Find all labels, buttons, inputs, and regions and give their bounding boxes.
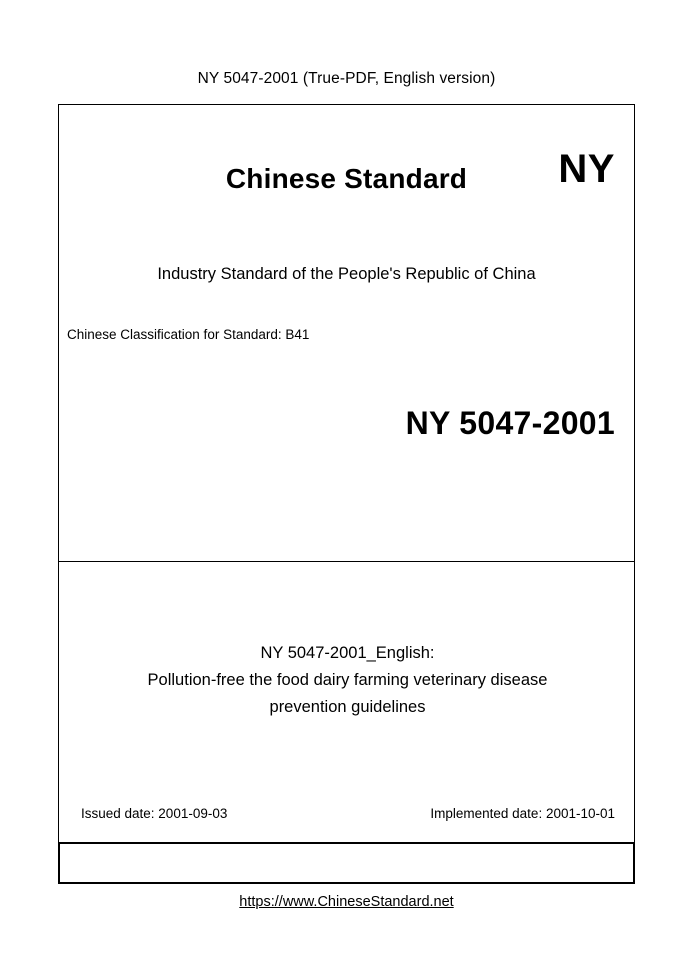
document-title bbox=[89, 640, 606, 722]
cover-frame bbox=[58, 104, 635, 884]
cover-main-title: Chinese Standard bbox=[225, 163, 468, 194]
document-title-line-3: prevention guidelines bbox=[269, 698, 426, 717]
cover-upper-section bbox=[59, 105, 634, 562]
cover-lower-section bbox=[59, 562, 634, 884]
website-link[interactable]: https://www.ChineseStandard.net bbox=[239, 894, 454, 910]
standard-mark-ny: NY bbox=[558, 147, 615, 191]
cover-subtitle: Industry Standard of the People's Republic of China bbox=[157, 265, 536, 283]
implemented-date: Implemented date: 2001-10-01 bbox=[430, 806, 615, 821]
document-title-line-1: NY 5047-2001_English: bbox=[260, 644, 435, 662]
footer-bar bbox=[58, 842, 635, 884]
standard-number: NY 5047-2001 bbox=[405, 405, 615, 441]
document-title-line-2: Pollution-free the food dairy farming veterinary disease bbox=[147, 671, 548, 690]
classification-code: Chinese Classification for Standard: B41 bbox=[67, 327, 310, 342]
issued-date: Issued date: 2001-09-03 bbox=[81, 806, 228, 821]
page-caption: NY 5047-2001 (True-PDF, English version) bbox=[197, 70, 496, 87]
